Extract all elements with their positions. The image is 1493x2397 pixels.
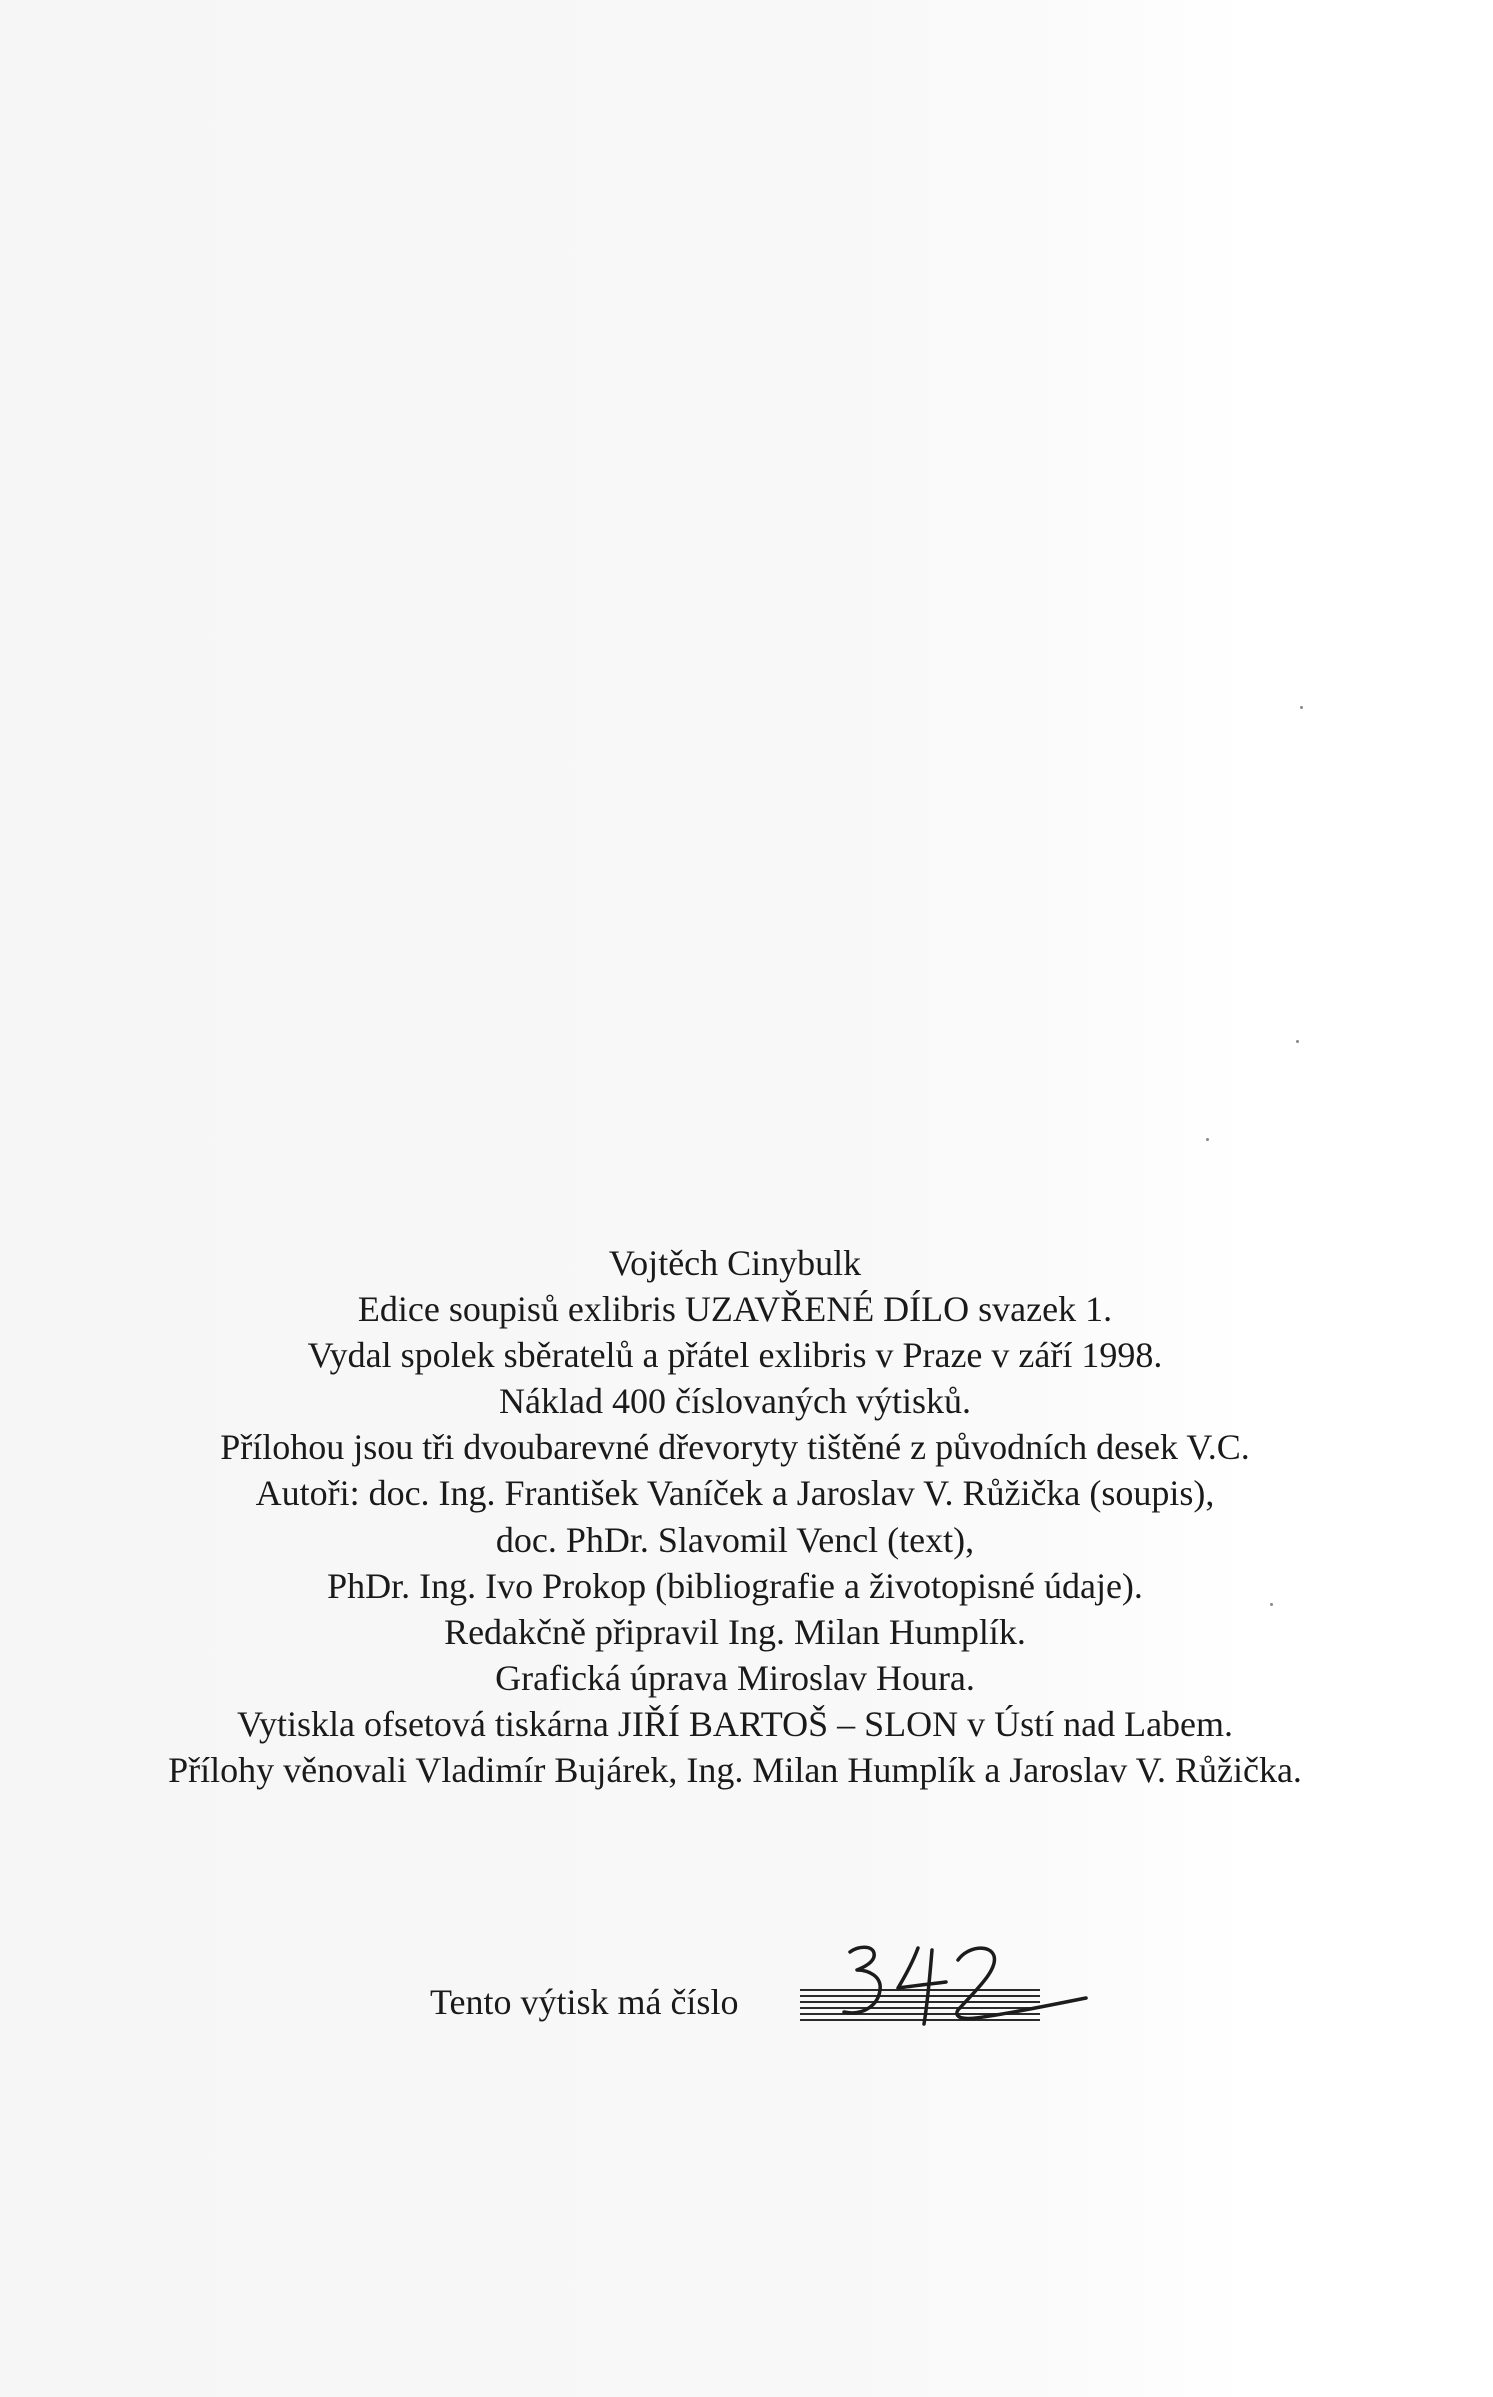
handwritten-digit-4 xyxy=(898,1948,946,2024)
printer-line: Vytiskla ofsetová tiskárna JIŘÍ BARTOŠ – SLON v Ústí nad Labem. xyxy=(236,1703,1234,1744)
handwritten-number-drawing xyxy=(800,1920,1120,2040)
copy-number-label: Tento výtisk má číslo xyxy=(430,1982,739,2022)
authors-line: Autoři: doc. Ing. František Vaníček a Jaroslav V. Růžička (soupis), xyxy=(255,1473,1215,1514)
bibliography-line: PhDr. Ing. Ivo Prokop (bibliografie a životopisné údaje). xyxy=(327,1565,1143,1606)
author-name: Vojtěch Cinybulk xyxy=(608,1243,862,1283)
paper-speck xyxy=(1300,706,1303,709)
handwritten-digit-3 xyxy=(844,1947,880,2013)
colophon-text xyxy=(60,1240,1410,1793)
print-run-line: Náklad 400 číslovaných výtisků. xyxy=(499,1381,971,1422)
text-author-line: doc. PhDr. Slavomil Vencl (text), xyxy=(495,1519,975,1560)
attachments-line: Přílohou jsou tři dvoubarevné dřevoryty tištěné z původních desek V.C. xyxy=(220,1427,1250,1468)
ruled-lines xyxy=(800,1990,1040,2020)
paper-speck xyxy=(1296,1040,1299,1043)
paper-speck xyxy=(1270,1603,1273,1606)
donors-line: Přílohy věnovali Vladimír Bujárek, Ing. Milan Humplík a Jaroslav V. Růžička. xyxy=(168,1750,1302,1791)
edition-line: Edice soupisů exlibris UZAVŘENÉ DÍLO svazek 1. xyxy=(357,1289,1113,1330)
paper-speck xyxy=(1206,1138,1209,1141)
editor-line: Redakčně připravil Ing. Milan Humplík. xyxy=(444,1611,1026,1652)
publisher-line: Vydal spolek sběratelů a přátel exlibris v Praze v září 1998. xyxy=(307,1335,1163,1376)
copy-number-block xyxy=(430,1920,1130,2040)
copy-number-field xyxy=(800,1920,1120,2040)
design-line: Grafická úprava Miroslav Houra. xyxy=(495,1657,975,1698)
